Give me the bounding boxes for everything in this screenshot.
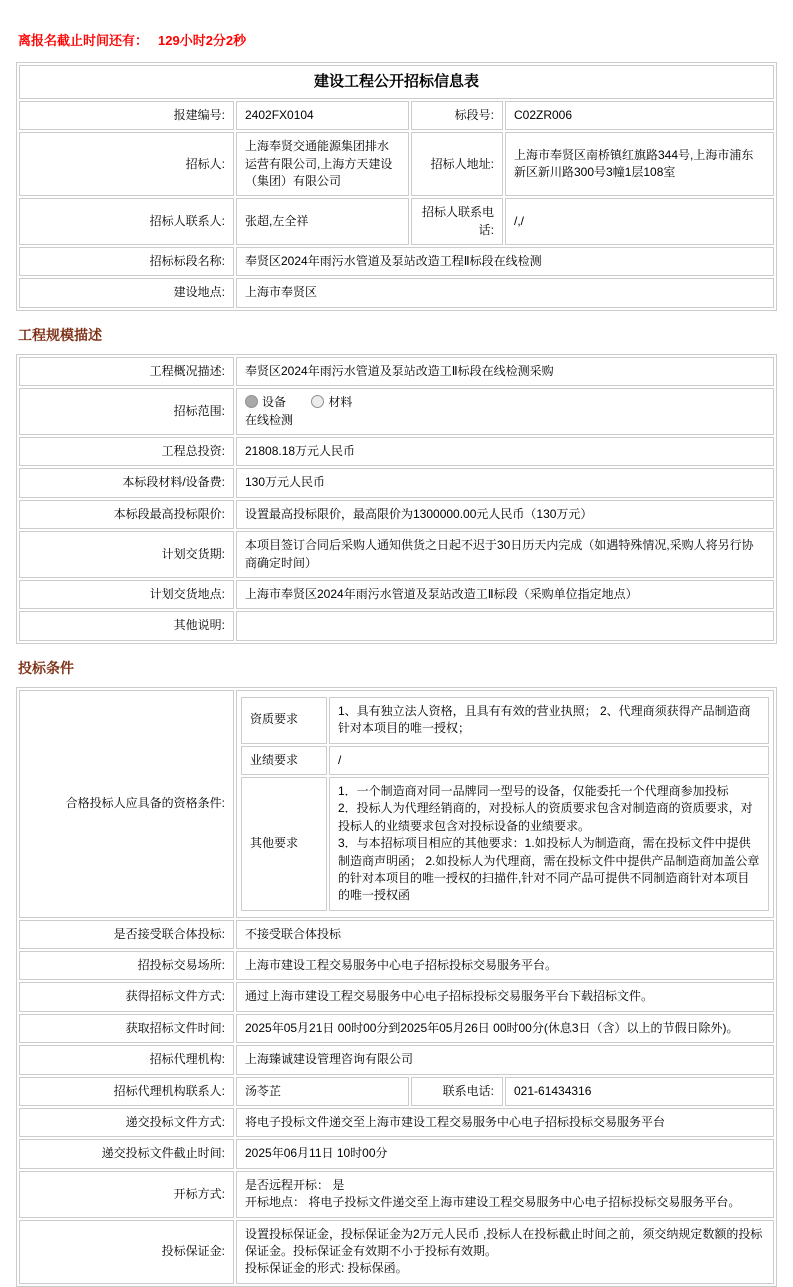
opening-method-label: 开标方式: (19, 1171, 234, 1218)
table-row (19, 1220, 774, 1284)
equipment-radio-label: 设备 (262, 395, 287, 410)
agency-label: 招标代理机构: (19, 1045, 234, 1074)
bid-scope-extra: 在线检测 (245, 412, 294, 427)
performance-req-value: / (329, 746, 769, 775)
credential-req-label: 资质要求 (241, 697, 327, 744)
tenderer-value: 上海奉贤交通能源集团排水运营有限公司,上海方天建设（集团）有限公司 (236, 132, 409, 196)
agency-contact-label: 招标代理机构联系人: (19, 1077, 234, 1106)
submit-method-label: 递交投标文件方式: (19, 1108, 234, 1137)
table-row (19, 1045, 774, 1074)
agency-phone-label: 联系电话: (411, 1077, 503, 1106)
bid-scope-value (236, 388, 774, 435)
table-row (19, 357, 774, 386)
table-row (241, 746, 769, 775)
doc-method-label: 获得招标文件方式: (19, 982, 234, 1011)
bid-section-name-label: 招标标段名称: (19, 247, 234, 276)
table-row (19, 198, 774, 245)
material-radio-label: 材料 (328, 395, 353, 410)
agency-contact-value: 汤苓芷 (236, 1077, 409, 1106)
section-number-label: 标段号: (411, 101, 503, 130)
table-row (19, 132, 774, 196)
total-investment-value: 21808.18万元人民币 (236, 437, 774, 466)
other-note-label: 其他说明: (19, 611, 234, 640)
opening-remote-line: 是否远程开标： 是 (245, 1177, 345, 1192)
table-row (19, 388, 774, 435)
tenderer-phone-label: 招标人联系电话: (411, 198, 503, 245)
table-row (19, 247, 774, 276)
delivery-place-value: 上海市奉贤区2024年雨污水管道及泵站改造工Ⅱ标段（采购单位指定地点） (236, 580, 774, 609)
tenderer-address-label: 招标人地址: (411, 132, 503, 196)
material-fee-value: 130万元人民币 (236, 468, 774, 497)
overview-label: 工程概况描述: (19, 357, 234, 386)
table-row (19, 982, 774, 1011)
table-row (19, 437, 774, 466)
delivery-place-label: 计划交货地点: (19, 580, 234, 609)
submit-deadline-value: 2025年06月11日 10时00分 (236, 1139, 774, 1168)
agency-phone-value: 021-61434316 (505, 1077, 774, 1106)
delivery-period-value: 本项目签订合同后采购人通知供货之日起不迟于30日历天内完成（如遇特殊情况,采购人将另行协商确定时间） (236, 531, 774, 578)
section-heading-bid-conditions: 投标条件 (18, 659, 74, 676)
consortium-label: 是否接受联合体投标: (19, 920, 234, 949)
table-row (19, 690, 774, 918)
material-radio[interactable] (311, 395, 324, 408)
bid-scope-label: 招标范围: (19, 388, 234, 435)
table-row (19, 580, 774, 609)
tenderer-label: 招标人: (19, 132, 234, 196)
section-number-value: C02ZR006 (505, 101, 774, 130)
table-row (19, 101, 774, 130)
bid-deposit-line-2: 投标保证金的形式: 投标保函。 (245, 1261, 408, 1276)
material-fee-label: 本标段材料/设备费: (19, 468, 234, 497)
table-row (19, 500, 774, 529)
opening-method-value (236, 1171, 774, 1218)
construction-site-value: 上海市奉贤区 (236, 278, 774, 307)
table-row (19, 1077, 774, 1106)
delivery-period-label: 计划交货期: (19, 531, 234, 578)
bid-deposit-label: 投标保证金: (19, 1220, 234, 1284)
submit-deadline-label: 递交投标文件截止时间: (19, 1139, 234, 1168)
table-row (19, 1139, 774, 1168)
table-row (241, 777, 769, 911)
bid-section-name-value: 奉贤区2024年雨污水管道及泵站改造工程Ⅱ标段在线检测 (236, 247, 774, 276)
section-heading-project-scale: 工程规模描述 (18, 326, 102, 343)
doc-time-value: 2025年05月21日 00时00分到2025年05月26日 00时00分(休息3日（含）以上的节假日除外)。 (236, 1014, 774, 1043)
table-row (241, 697, 769, 744)
tenderer-phone-value: /,/ (505, 198, 774, 245)
bid-deposit-value (236, 1220, 774, 1284)
submit-method-value: 将电子投标文件递交至上海市建设工程交易服务中心电子招标投标交易服务平台 (236, 1108, 774, 1137)
basic-info-table (16, 62, 777, 311)
table-row (19, 531, 774, 578)
table-row (19, 1171, 774, 1218)
bid-deposit-line-1: 设置投标保证金，投标保证金为2万元人民币 ,投标人在投标截止时间之前，须交纳规定数额的投标保证金。投标保证金有效期不小于投标有效期。 (245, 1226, 763, 1258)
tenderer-address-value: 上海市奉贤区南桥镇红旗路344号,上海市浦东新区新川路300号3幢1层108室 (505, 132, 774, 196)
other-req-line-1: 1．一个制造商对同一品牌同一型号的设备，仅能委托一个代理商参加投标 (338, 783, 729, 798)
credential-req-value: 1、具有独立法人资格，且具有有效的营业执照； 2、代理商须获得产品制造商针对本项目的唯一授权； (329, 697, 769, 744)
trading-venue-value: 上海市建设工程交易服务中心电子招标投标交易服务平台。 (236, 951, 774, 980)
project-number-label: 报建编号: (19, 101, 234, 130)
countdown-time: 129小时2分2秒 (158, 33, 247, 48)
other-note-value (236, 611, 774, 640)
bid-conditions-table (16, 687, 777, 1287)
equipment-radio[interactable] (245, 395, 258, 408)
table-row (19, 278, 774, 307)
doc-method-value: 通过上海市建设工程交易服务中心电子招标投标交易服务平台下载招标文件。 (236, 982, 774, 1011)
price-limit-value: 设置最高投标限价，最高限价为1300000.00元人民币（130万元） (236, 500, 774, 529)
tenderer-contact-label: 招标人联系人: (19, 198, 234, 245)
other-req-line-3: 3．与本招标项目相应的其他要求：1.如投标人为制造商，需在投标文件中提供制造商声明函； 2.如投标人为代理商，需在投标文件中提供产品制造商加盖公章的针对本项目的唯一授权的扫描件,针对不同产品可提供不同制造商针对本项目的唯一授权函 (338, 836, 760, 903)
opening-place-line: 开标地点： 将电子投标文件递交至上海市建设工程交易服务中心电子招标投标交易服务平台。 (245, 1195, 741, 1210)
qualification-value (236, 690, 774, 918)
qualification-nested-table (239, 695, 771, 913)
tenderer-contact-value: 张超,左全祥 (236, 198, 409, 245)
total-investment-label: 工程总投资: (19, 437, 234, 466)
page-title: 建设工程公开招标信息表 (19, 65, 774, 99)
project-scale-table (16, 354, 777, 644)
table-row (19, 1014, 774, 1043)
table-row (19, 468, 774, 497)
table-row (19, 611, 774, 640)
table-row (19, 920, 774, 949)
trading-venue-label: 招投标交易场所: (19, 951, 234, 980)
doc-time-label: 获取招标文件时间: (19, 1014, 234, 1043)
consortium-value: 不接受联合体投标 (236, 920, 774, 949)
construction-site-label: 建设地点: (19, 278, 234, 307)
countdown-label: 离报名截止时间还有： (18, 33, 149, 48)
qualification-label: 合格投标人应具备的资格条件: (19, 690, 234, 918)
agency-value: 上海臻诚建设管理咨询有限公司 (236, 1045, 774, 1074)
price-limit-label: 本标段最高投标限价: (19, 500, 234, 529)
registration-countdown (18, 30, 777, 49)
table-row (19, 951, 774, 980)
performance-req-label: 业绩要求 (241, 746, 327, 775)
other-req-value (329, 777, 769, 911)
overview-value: 奉贤区2024年雨污水管道及泵站改造工Ⅱ标段在线检测采购 (236, 357, 774, 386)
project-number-value: 2402FX0104 (236, 101, 409, 130)
other-req-label: 其他要求 (241, 777, 327, 911)
other-req-line-2: 2．投标人为代理经销商的，对投标人的资质要求包含对制造商的资质要求，对投标人的业绩要求包含对投标设备的业绩要求。 (338, 801, 753, 833)
